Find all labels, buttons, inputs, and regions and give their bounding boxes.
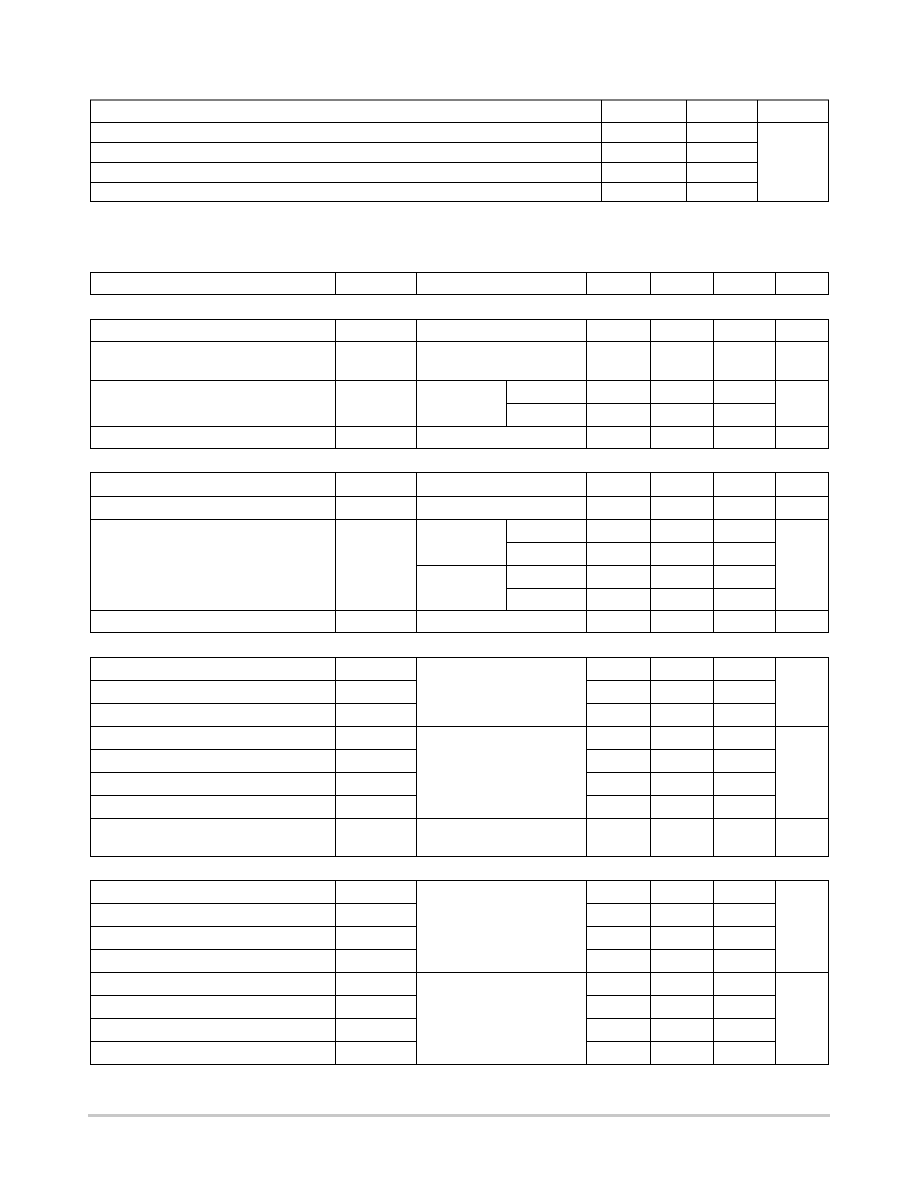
footer-rule: [88, 1114, 830, 1117]
max-ratings-table: [90, 100, 829, 202]
characteristics-table-2: [90, 472, 829, 633]
electrical-characteristics-header-table: [90, 272, 829, 295]
characteristics-table-3: [90, 657, 829, 857]
characteristics-table-4: [90, 880, 829, 1065]
characteristics-table-1: [90, 319, 829, 449]
